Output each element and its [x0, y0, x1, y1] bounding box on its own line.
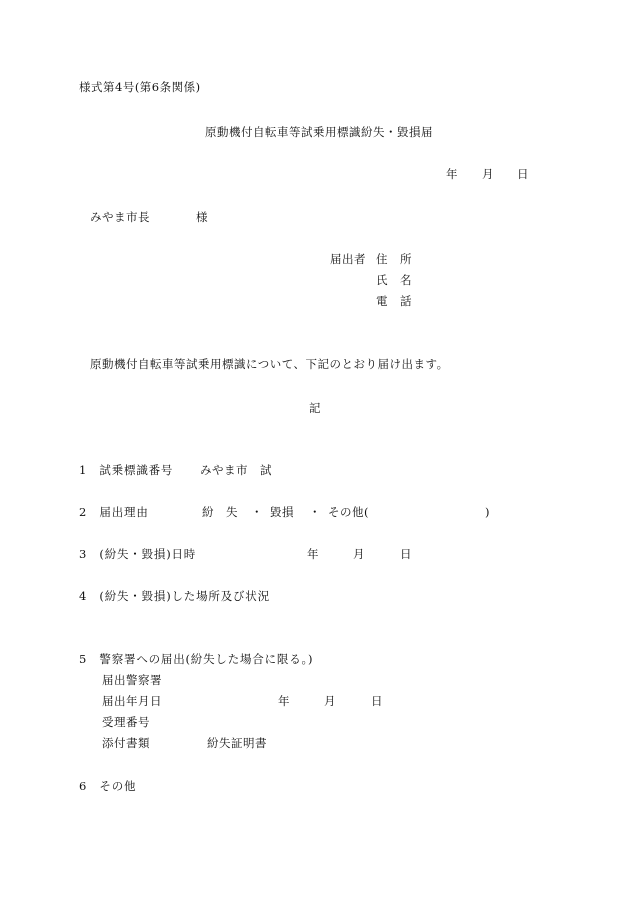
attachment-label: 添付書類: [102, 736, 150, 750]
item2-option-lost: 紛 失: [202, 505, 238, 519]
date-year-label: 年: [446, 167, 458, 181]
date-month-label: 月: [482, 167, 494, 181]
item2-option-other: その他(: [328, 505, 369, 519]
item2-option-damaged: 毀損: [270, 505, 294, 519]
item6-title: 6 その他: [79, 779, 137, 793]
addressee-honorific: 様: [196, 210, 208, 224]
police-station-label: 届出警察署: [102, 673, 162, 687]
item2-close-paren: ): [485, 505, 490, 519]
item3-year-label: 年: [307, 547, 319, 561]
applicant-label: 届出者: [330, 252, 366, 266]
form-number: 様式第4号(第6条関係): [79, 80, 201, 94]
item3-title: 3 (紛失・毀損)日時: [79, 547, 197, 561]
ki-heading: 記: [309, 401, 321, 415]
report-year-label: 年: [278, 694, 290, 708]
statement-text: 原動機付自転車等試乗用標識について、下記のとおり届け出ます。: [90, 357, 449, 371]
item2-title: 2 届出理由: [79, 505, 149, 519]
report-date-label: 届出年月日: [102, 694, 162, 708]
item2-separator: ・: [309, 505, 321, 519]
report-day-label: 日: [371, 694, 383, 708]
addressee-name: みやま市長: [90, 210, 150, 224]
address-label: 住 所: [376, 252, 412, 266]
item1-title: 1 試乗標識番号: [79, 463, 174, 477]
item3-month-label: 月: [353, 547, 365, 561]
phone-label: 電 話: [376, 294, 412, 308]
document-title: 原動機付自転車等試乗用標識紛失・毀損届: [205, 125, 433, 139]
item4-title: 4 (紛失・毀損)した場所及び状況: [79, 589, 270, 603]
receipt-number-label: 受理番号: [102, 715, 150, 729]
attachment-value: 紛失証明書: [207, 736, 267, 750]
item3-day-label: 日: [400, 547, 412, 561]
report-month-label: 月: [324, 694, 336, 708]
item5-title: 5 警察署への届出(紛失した場合に限る。): [79, 652, 314, 666]
date-day-label: 日: [517, 167, 529, 181]
item2-separator: ・: [251, 505, 263, 519]
item1-value: みやま市 試: [200, 463, 272, 477]
name-label: 氏 名: [376, 273, 412, 287]
